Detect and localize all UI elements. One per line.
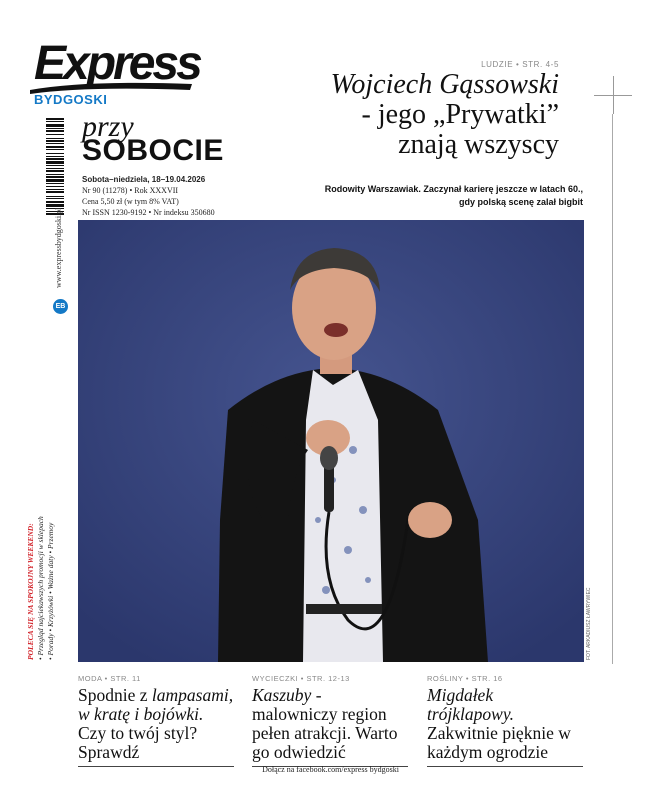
teaser-moda[interactable] [78,674,234,767]
teaser-rosliny[interactable] [427,674,583,767]
promo-line-1: • Przegląd najciekawszych promocji w sklepach [36,516,45,660]
teaser-text-post: - malowniczy region pełen atrakcji. Warto go odwiedzić [252,685,398,762]
teaser-text-post: Zakwitnie pięknie w każdym ogrodzie [427,723,571,762]
teaser-kicker: ROŚLINY • STR. 16 [427,674,503,683]
top-story-headline[interactable] [259,70,559,160]
singer-illustration [78,220,584,662]
teaser-wycieczki[interactable] [252,674,408,767]
dek-line-1: Rodowity Warszawiak. Zaczynał karierę jeszcze w latach 60., [324,184,583,194]
dek-line-2: gdy polską scenę zalał bigbit [458,197,583,207]
promo-sidebar [26,516,66,660]
headline-line-2: - jego „Prywatki” [361,99,559,130]
cover-photo[interactable] [78,220,584,662]
headline-name: Wojciech Gąssowski [330,69,559,100]
issue-meta [82,174,215,218]
logo-subtitle: BYDGOSKI [34,92,108,107]
headline-line-3: znają wszyscy [398,129,559,160]
teaser-text-italic: lampasami, w kratę i bojówki. [78,685,234,724]
teaser-text-post: Czy to twój styl? Sprawdź [78,723,198,762]
issn-line: Nr ISSN 1230-9192 • Nr indeksu 350680 [82,208,215,217]
footer-facebook[interactable]: Dołącz na facebook.com/express bydgoski [262,765,399,774]
crop-mark-vertical [613,76,614,114]
teaser-text-italic: Migdałek trójklapowy. [427,685,515,724]
teaser-text-italic: Kaszuby [252,685,312,705]
promo-line-2: • Porady • Krzyżówki • Ważne daty • Przemoy [46,522,55,660]
website-vertical[interactable] [54,207,66,288]
teaser-kicker: WYCIECZKI • STR. 12-13 [252,674,350,683]
photo-credit [586,587,594,660]
right-rule [612,114,613,664]
issue-line: Nr 90 (11278) • Rok XXXVII [82,186,179,195]
teaser-text [252,686,408,762]
top-story-kicker: LUDZIE • STR. 4-5 [481,60,559,69]
photo-credit-text: FOT. ARKADIUSZ ŁAWRYWIEC [586,587,592,660]
eb-badge-icon: EB [53,299,68,314]
section-prefix: przy [82,110,134,143]
top-story-dek [283,183,583,209]
price-line: Cena 5,50 zł (w tym 8% VAT) [82,197,179,206]
teaser-text-pre: Spodnie z [78,685,152,705]
date-line: Sobota–niedziela, 18–19.04.2026 [82,175,206,184]
teaser-kicker: MODA • STR. 11 [78,674,141,683]
barcode [36,118,64,216]
promo-title: POLECA SIĘ NA SPOKOJNY WEEKEND: [26,523,35,660]
teaser-text [78,686,234,762]
teaser-text [427,686,583,762]
website-text: www.expressbydgoski.pl [54,207,63,288]
section-title: SOBOCIE [82,134,224,167]
logo-wordmark: Express [34,37,200,90]
